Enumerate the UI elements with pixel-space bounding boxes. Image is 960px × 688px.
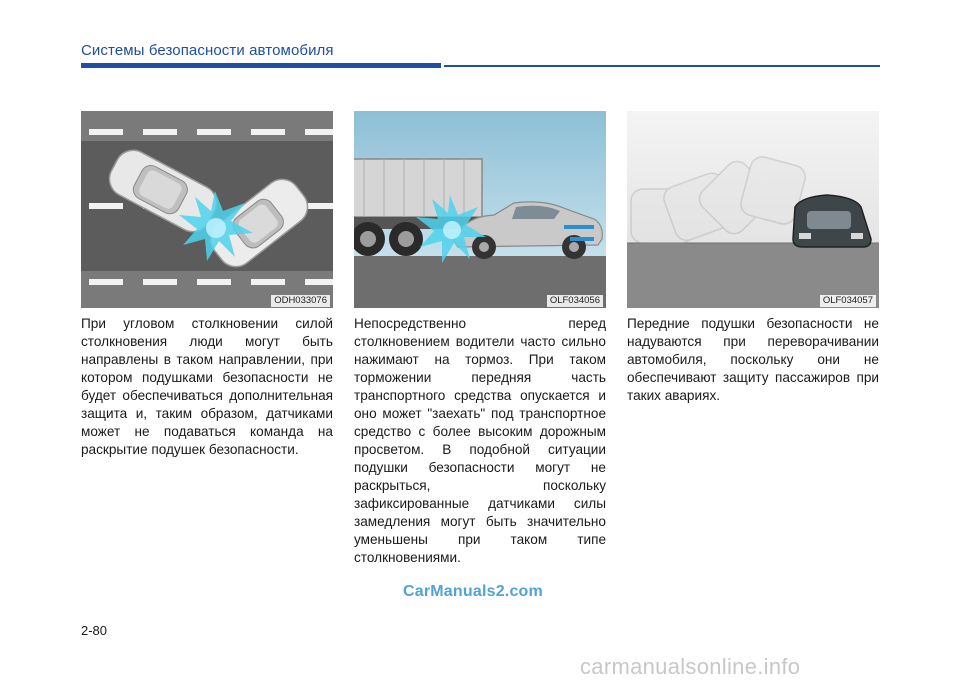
- header-rule-thin: [444, 65, 880, 67]
- figure-code: OLF034057: [820, 295, 876, 307]
- figure-rollover: [627, 111, 879, 308]
- column-text-underride: [354, 315, 606, 567]
- paragraph: Передние подушки безопасности не надуваются при переворачивании автомобиля, поскольку они не обеспечивают защиту пассажиров при таких авариях.: [627, 316, 879, 403]
- paragraph: При угловом столкновении силой столкновения люди могут быть направлены в таком направлении, при котором подушками безопасности не будет обеспечиваться дополнительная защита и, таким образом, датчиками может не подаваться команда на раскрытие подушек безопасности.: [81, 316, 333, 457]
- figure-underride-collision: [354, 111, 606, 308]
- angle-collision-illustration: [81, 111, 333, 308]
- rollover-illustration: [627, 111, 879, 308]
- column-text-angle-collision: [81, 315, 333, 459]
- section-title: Системы безопасности автомобиля: [81, 42, 334, 59]
- figure-code: ODH033076: [271, 295, 330, 307]
- underride-truck-collision-illustration: [354, 111, 606, 308]
- header-rule-thick: [81, 63, 441, 68]
- column-text-rollover: [627, 315, 879, 405]
- watermark-link[interactable]: CarManuals2.com: [403, 583, 543, 600]
- page-number: 2-80: [81, 623, 108, 638]
- figure-angle-collision: [81, 111, 333, 308]
- paragraph: Непосредственно перед столкновением водители часто сильно нажимают на тормоз. При таком торможении передняя часть транспортного средства опускается и оно может "заехать" под транспортное средство с более высоким дорожным просветом. В подобной ситуации подушки безопасности могут не раскрыться, поскольку зафиксированные датчиками силы замедления могут быть значительно уменьшены при таком типе столкновениями.: [354, 316, 606, 565]
- figure-code: OLF034056: [547, 295, 603, 307]
- watermark-footer: carmanualsonline.info: [580, 654, 801, 679]
